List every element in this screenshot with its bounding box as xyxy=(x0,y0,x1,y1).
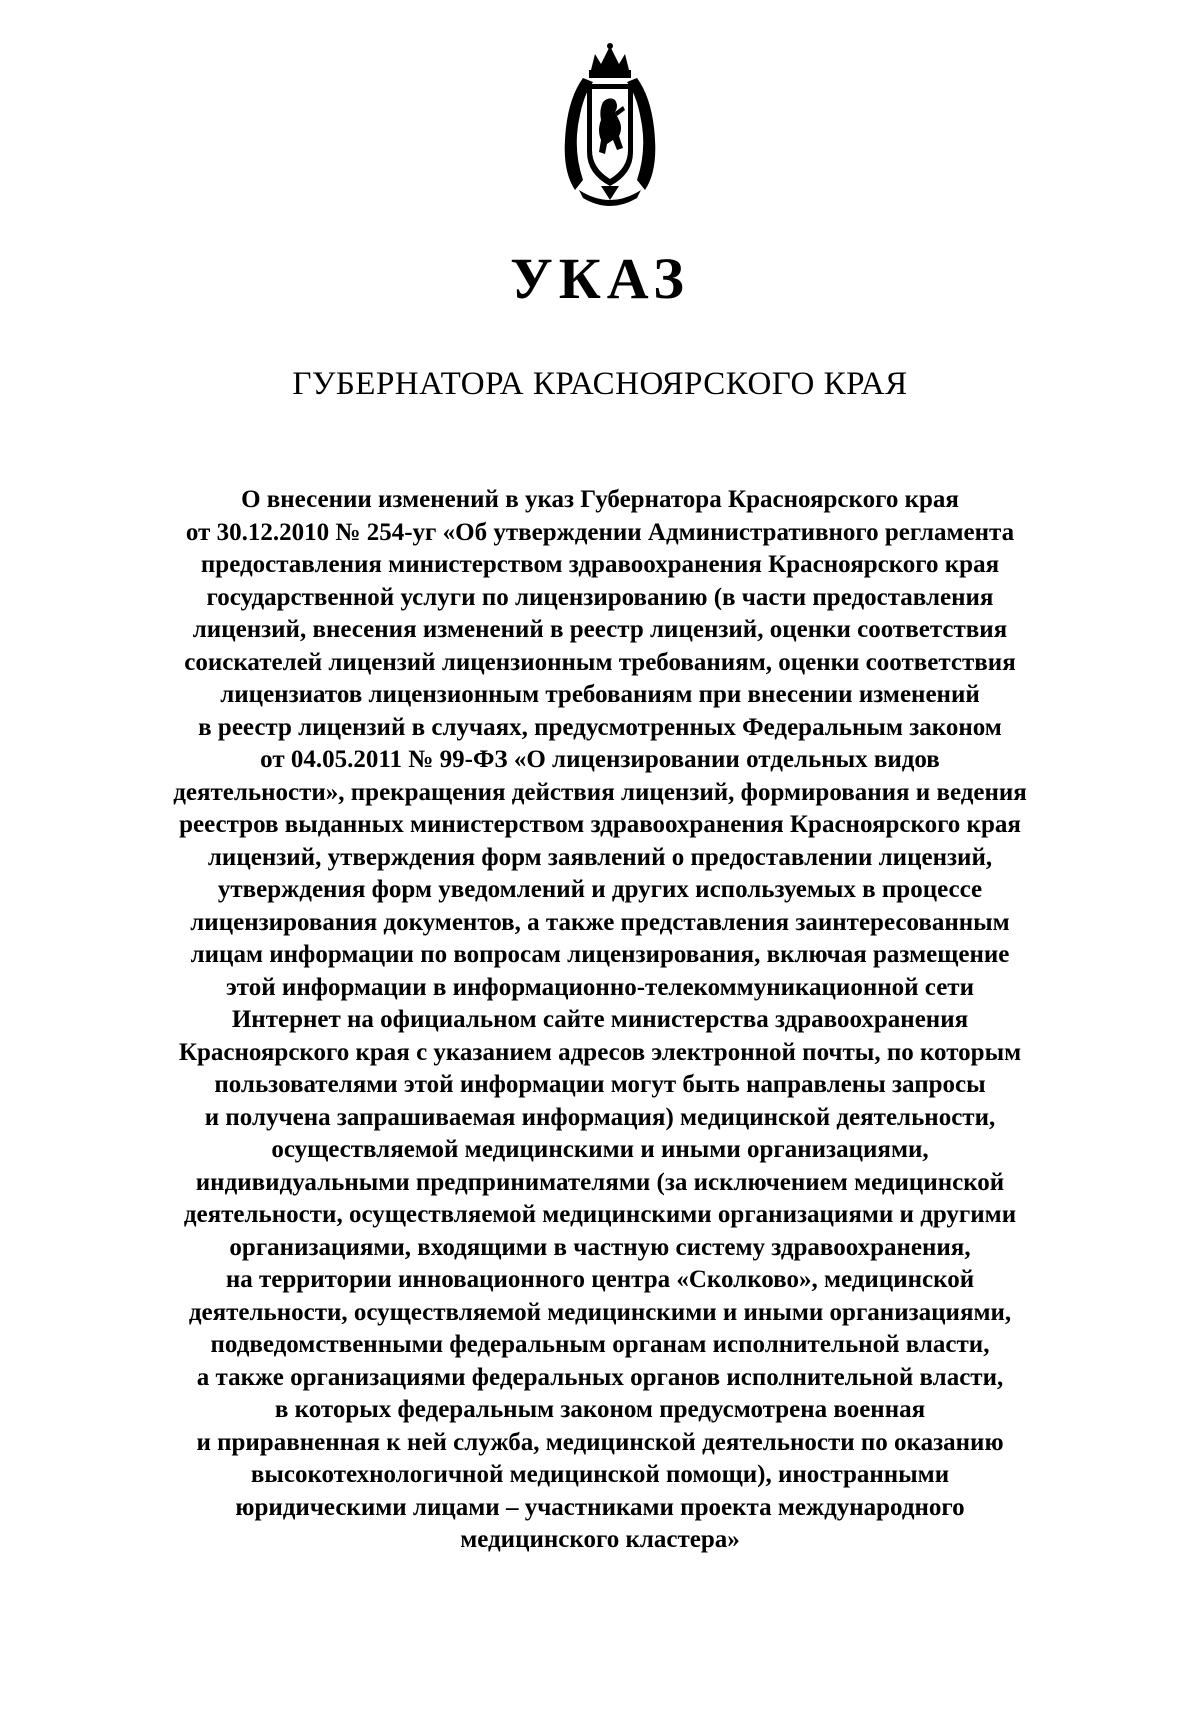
subject-line: лицензий, внесения изменений в реестр лицензий, оценки соответствия xyxy=(192,616,1008,643)
coat-of-arms-icon xyxy=(553,40,667,206)
subject-line: государственной услуги по лицензированию (в части предоставления xyxy=(206,583,994,611)
decree-subject xyxy=(120,484,1080,1557)
subject-line: соискателей лицензий лицензионным требованиям, оценки соответствия xyxy=(184,648,1016,676)
subject-line: от 30.12.2010 № 254-уг «Об утверждении Административного регламента xyxy=(185,518,1015,546)
subject-line: в которых федеральным законом предусмотрена военная xyxy=(274,1396,926,1423)
subject-line: этой информации в информационно-телекоммуникационной сети xyxy=(226,973,974,1001)
subject-line: утверждения форм уведомлений и других используемых в процессе xyxy=(217,876,983,903)
subject-line: индивидуальными предпринимателями (за исключением медицинской xyxy=(195,1168,1005,1196)
subject-line: в реестр лицензий в случаях, предусмотренных Федеральным законом xyxy=(198,713,1002,741)
subject-line: а также организациями федеральных органов исполнительной власти, xyxy=(196,1363,1004,1391)
subject-line: лицам информации по вопросам лицензирования, включая размещение xyxy=(190,941,1010,968)
subject-line: Интернет на официальном сайте министерства здравоохранения xyxy=(231,1006,969,1033)
subject-line: высокотехнологичной медицинской помощи), иностранными xyxy=(250,1461,950,1488)
subject-line: юридическими лицами – участниками проекта международного xyxy=(235,1493,965,1521)
subject-line: реестров выданных министерством здравоохранения Красноярского края xyxy=(179,811,1021,838)
subject-line: медицинского кластера» xyxy=(460,1526,740,1553)
subject-line: на территории инновационного центра «Сколково», медицинской xyxy=(225,1266,975,1293)
document-type-title: УКАЗ xyxy=(510,246,690,311)
subject-line: подведомственными федеральным органам исполнительной власти, xyxy=(210,1331,990,1358)
subject-line: лицензирования документов, а также представления заинтересованным xyxy=(190,908,1010,936)
subject-line: О внесении изменений в указ Губернатора Красноярского края xyxy=(241,486,959,513)
subject-line: от 04.05.2011 № 99-ФЗ «О лицензировании отдельных видов xyxy=(260,746,940,773)
subject-line: Красноярского края с указанием адресов электронной почты, по которым xyxy=(178,1038,1022,1066)
subject-line: пользователями этой информации могут быть направлены запросы xyxy=(214,1071,986,1098)
subject-line: осуществляемой медицинскими и иными организациями, xyxy=(271,1136,929,1163)
subject-line: организациями, входящими в частную систему здравоохранения, xyxy=(229,1233,971,1261)
subject-line: деятельности, осуществляемой медицинскими и иными организациями, xyxy=(188,1298,1012,1326)
subject-line: деятельности, осуществляемой медицинскими организациями и другими xyxy=(183,1201,1017,1228)
subject-line: деятельности», прекращения действия лицензий, формирования и ведения xyxy=(173,778,1027,806)
subject-line: предоставления министерством здравоохранения Красноярского края xyxy=(200,551,1000,578)
subject-line: и получена запрашиваемая информация) медицинской деятельности, xyxy=(204,1103,996,1131)
subject-line: лицензиатов лицензионным требованиям при внесении изменений xyxy=(220,681,980,708)
subject-line: и приравненная к ней служба, медицинской деятельности по оказанию xyxy=(196,1428,1004,1456)
issuer-heading: ГУБЕРНАТОРА КРАСНОЯРСКОГО КРАЯ xyxy=(292,366,908,402)
subject-line: лицензий, утверждения форм заявлений о предоставлении лицензий, xyxy=(207,843,993,871)
